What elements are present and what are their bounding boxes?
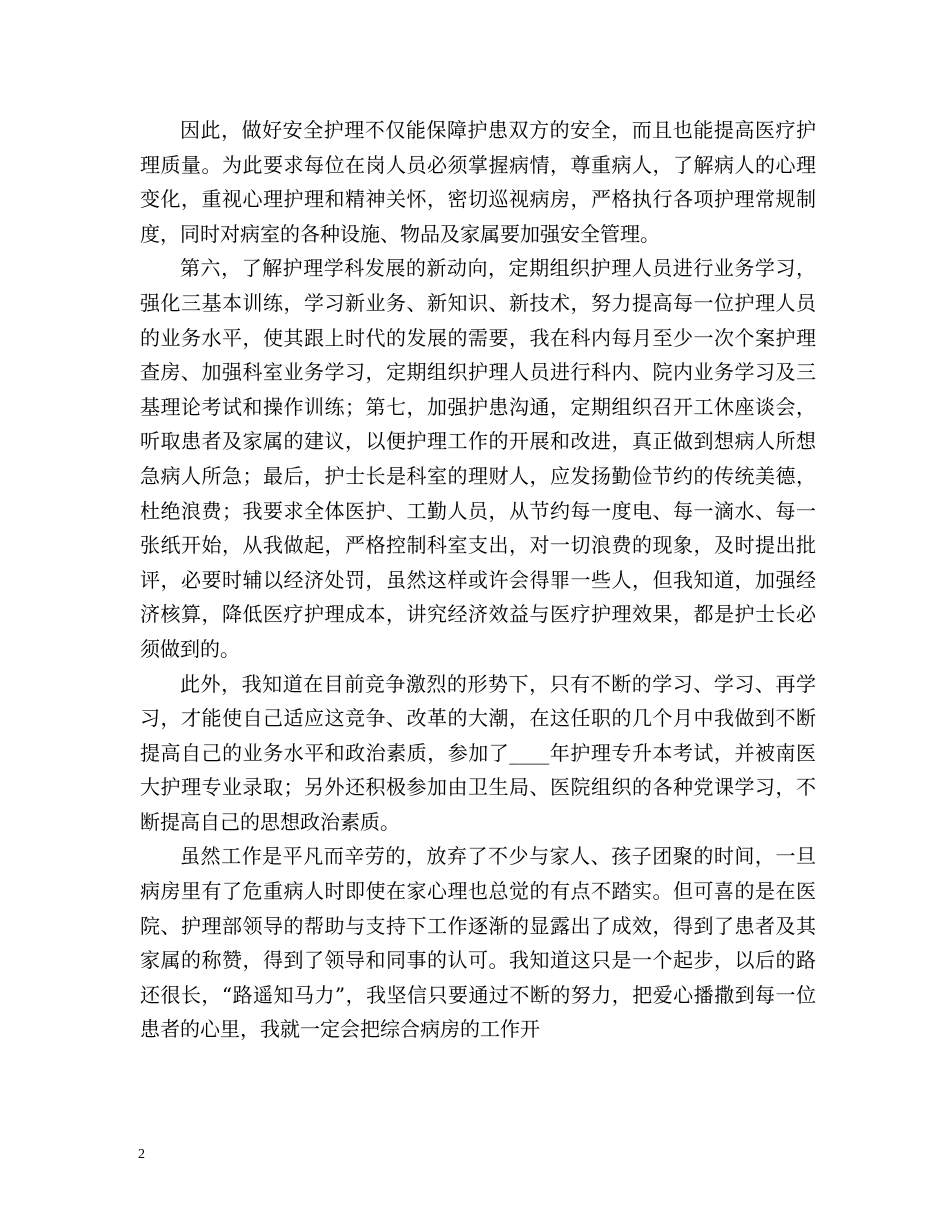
paragraph-sixth-seventh-measures: 第六，了解护理学科发展的新动向，定期组织护理人员进行业务学习，强化三基本训练，学习新业务、新知识、新技术，努力提高每一位护理人员的业务水平，使其跟上时代的发展的需要，我在科内每月至少一次个案护理查房、加强科室业务学习，定期组织护理人员进行科内、院内业务学习及三基理论考试和操作训练；第七，加强护患沟通，定期组织召开工休座谈会，听取患者及家属的建议，以便护理工作的开展和改进，真正做到想病人所想急病人所急；最后，护士长是科室的理财人，应发扬勤俭节约的传统美德，杜绝浪费；我要求全体医护、工勤人员，从节约每一度电、每一滴水、每一张纸开始，从我做起，严格控制科室支出，对一切浪费的现象，及时提出批评，必要时辅以经济处罚，虽然这样或许会得罪一些人，但我知道，加强经济核算，降低医疗护理成本，讲究经济效益与医疗护理效果，都是护士长必须做到的。 [140,256,816,661]
paragraph-self-study: 此外，我知道在目前竞争激烈的形势下，只有不断的学习、学习、再学习，才能使自己适应这竞争、改革的大潮，在这任职的几个月中我做到不断提高自己的业务水平和政治素质，参加了____年护理专升本考试，并被南医大护理专业录取；另外还积极参加由卫生局、医院组织的各种党课学习，不断提高自己的思想政治素质。 [140,671,816,834]
document-body [140,113,816,1047]
paragraph-safety-care: 因此，做好安全护理不仅能保障护患双方的安全，而且也能提高医疗护理质量。为此要求每位在岗人员必须掌握病情，尊重病人，了解病人的心理变化，重视心理护理和精神关怀，密切巡视病房，严格执行各项护理常规制度，同时对病室的各种设施、物品及家属要加强安全管理。 [140,118,816,246]
paragraph-reflection: 虽然工作是平凡而辛劳的，放弃了不少与家人、孩子团聚的时间，一旦病房里有了危重病人时即使在家心理也总觉的有点不踏实。但可喜的是在医院、护理部领导的帮助与支持下工作逐渐的显露出了成效，得到了患者及其家属的称赞，得到了领导和同事的认可。我知道这只是一个起步，以后的路还很长，“路遥知马力”，我坚信只要通过不断的努力，把爱心播撒到每一位患者的心里，我就一定会把综合病房的工作开 [140,844,816,1042]
page-number: 2 [138,1147,145,1162]
